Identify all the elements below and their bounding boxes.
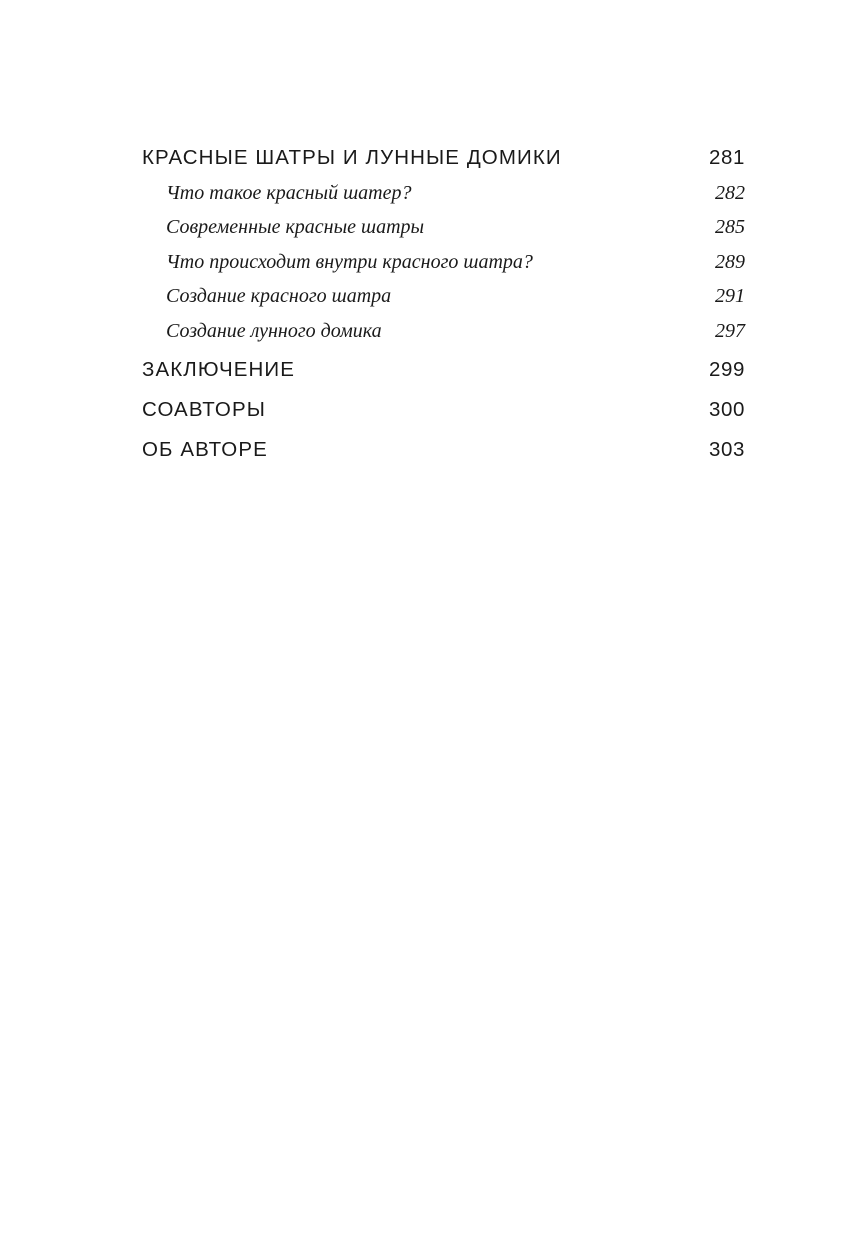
- toc-subentry-page: 285: [715, 216, 745, 239]
- toc-entry-coauthors: [142, 390, 745, 430]
- toc-entry-page: 300: [708, 397, 745, 421]
- toc-subentry: [142, 245, 745, 279]
- toc-subentry: [142, 314, 745, 348]
- toc-entry-title: ОБ АВТОРЕ: [142, 437, 268, 461]
- toc-subentry: [142, 210, 745, 244]
- toc-subsections: [142, 176, 745, 348]
- toc-subentry-title: Что такое красный шатер?: [166, 182, 412, 204]
- toc-subentry-title: Современные красные шатры: [166, 216, 425, 239]
- toc-entry-page: 299: [708, 357, 745, 381]
- toc-entry-title: КРАСНЫЕ ШАТРЫ И ЛУННЫЕ ДОМИКИ: [142, 146, 562, 169]
- toc-entry-about-author: [142, 430, 745, 470]
- toc-subentry-page: 282: [715, 182, 745, 204]
- toc-subentry-page: 289: [715, 250, 745, 273]
- toc-entry-red-tents: [142, 140, 745, 176]
- toc-subentry: [142, 279, 745, 313]
- toc-entry-title: СОАВТОРЫ: [142, 397, 266, 421]
- toc-entry-page: 303: [708, 437, 745, 461]
- toc-entry-page: 281: [708, 146, 745, 169]
- toc-entry-conclusion: [142, 350, 745, 390]
- toc-subentry-page: 291: [715, 285, 745, 308]
- table-of-contents: [142, 140, 745, 470]
- toc-subentry-title: Создание лунного домика: [166, 319, 382, 342]
- toc-subentry-page: 297: [715, 319, 745, 342]
- toc-subentry-title: Что происходит внутри красного шатра?: [166, 250, 533, 273]
- toc-subentry: [142, 176, 745, 210]
- toc-subentry-title: Создание красного шатра: [166, 285, 392, 308]
- toc-entry-title: ЗАКЛЮЧЕНИЕ: [142, 357, 296, 381]
